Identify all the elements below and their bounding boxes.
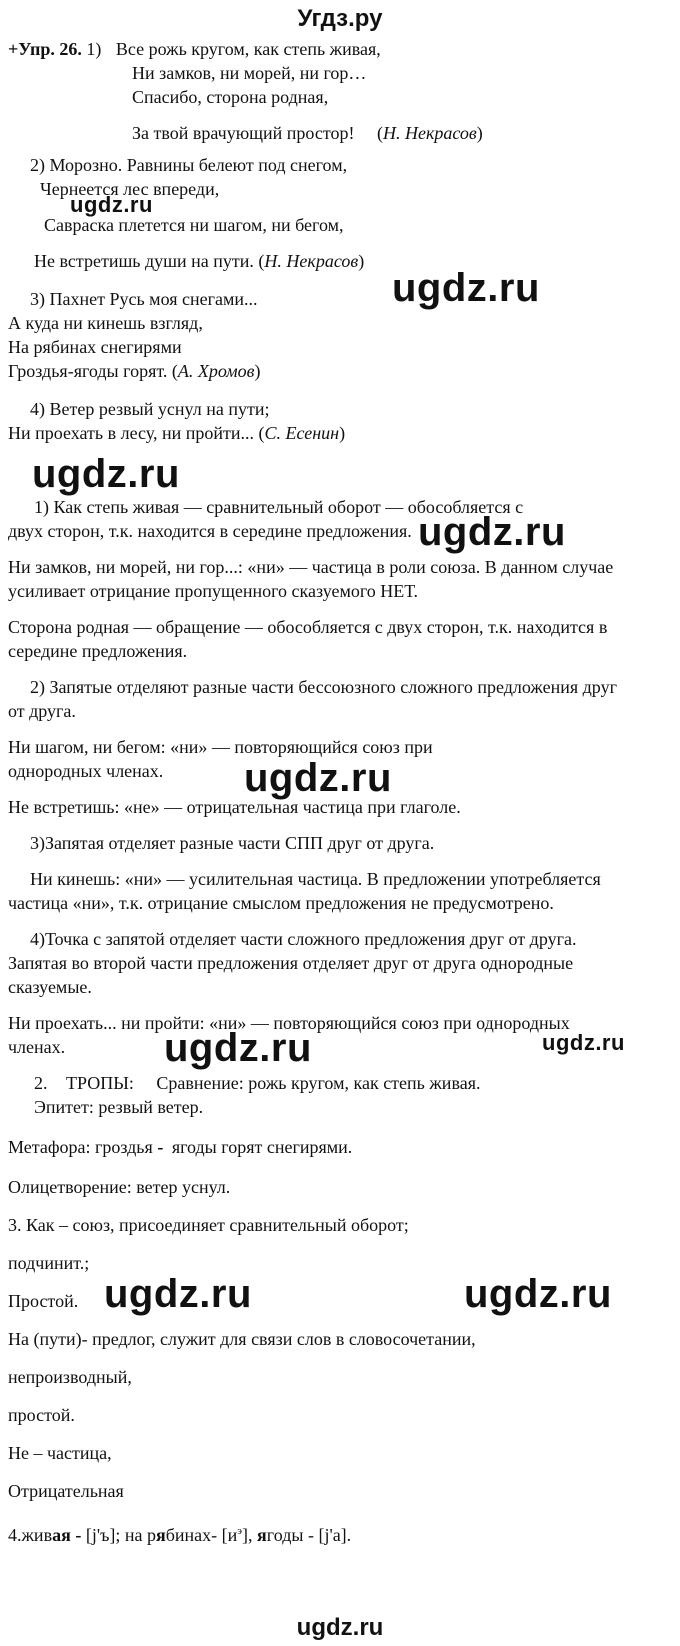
- phonetics-part: ],: [242, 1525, 258, 1545]
- analysis-line: усиливает отрицание пропущенного сказуемого НЕТ.: [8, 581, 418, 601]
- metaphor-part: ягоды горят снегирями.: [171, 1137, 353, 1157]
- site-footer: ugdz.ru: [296, 1614, 384, 1641]
- author-close: ): [339, 423, 346, 443]
- analysis-line: двух сторон, т.к. находится в середине предложения.: [8, 521, 412, 541]
- poem-author: А. Хромов: [177, 361, 255, 381]
- phonetics-part: [j'a].: [318, 1525, 352, 1545]
- trope-comparison: Сравнение: рожь кругом, как степь живая.: [156, 1073, 481, 1093]
- poem-line: Не встретишь души на пути.: [34, 251, 254, 271]
- poem-line: Ни замков, ни морей, ни гор…: [132, 63, 367, 83]
- analysis-line: Ни шагом, ни бегом: «ни» — повторяющийся союз при: [8, 737, 433, 757]
- author-open: (: [376, 123, 383, 143]
- poem-line-with-author: [8, 422, 345, 444]
- phonetics-part: [j'ъ]; на р: [85, 1525, 156, 1545]
- watermark: ugdz.ru: [32, 452, 180, 496]
- phonetics-part: бинах- [и: [165, 1525, 238, 1545]
- morph-line: непроизводный,: [8, 1367, 132, 1387]
- exercise-heading: [8, 38, 381, 60]
- poem-line: 4) Ветер резвый уснул на пути;: [30, 399, 270, 419]
- poem-line: Ни проехать в лесу, ни пройти...: [8, 423, 254, 443]
- analysis-line: середине предложения.: [8, 641, 188, 661]
- poem-author: С. Есенин: [264, 423, 340, 443]
- poem-line: Все рожь кругом, как степь живая,: [115, 39, 381, 59]
- watermark: ugdz.ru: [542, 1030, 625, 1055]
- poem-number: 1): [86, 39, 102, 59]
- poem-line: На рябинах снегирями: [8, 337, 182, 357]
- poem-line-with-author: [132, 122, 483, 144]
- phonetics-bold: -: [70, 1525, 86, 1545]
- author-close: ): [476, 123, 483, 143]
- poem-line: Гроздья-ягоды горят.: [8, 361, 168, 381]
- author-open: (: [258, 423, 265, 443]
- morph-line: На (пути)- предлог, служит для связи слов в словосочетании,: [8, 1329, 476, 1349]
- poem-line: За твой врачующий простор!: [132, 123, 355, 143]
- tropes-label: ТРОПЫ:: [66, 1073, 134, 1093]
- author-close: ): [358, 251, 365, 271]
- metaphor-dash: -: [157, 1137, 164, 1157]
- analysis-line: 4)Точка с запятой отделяет части сложного предложения друг от друга.: [30, 929, 577, 949]
- poem-line: 2) Морозно. Равнины белеют под снегом,: [30, 155, 348, 175]
- analysis-line: 1) Как степь живая — сравнительный оборот — обособляется с: [34, 497, 524, 517]
- analysis-line: Ни замков, ни морей, ни гор...: «ни» — частица в роли союза. В данном случае: [8, 557, 614, 577]
- phonetics-line: [8, 1520, 351, 1546]
- analysis-line: 3)Запятая отделяет разные части СПП друг от друга.: [30, 833, 435, 853]
- analysis-line: 2) Запятые отделяют разные части бессоюзного сложного предложения друг: [30, 677, 617, 697]
- analysis-line: Не встретишь: «не» — отрицательная частица при глаголе.: [8, 797, 461, 817]
- author-close: ): [254, 361, 261, 381]
- analysis-line: частица «ни», т.к. отрицание смыслом предложения не предусмотрено.: [8, 893, 554, 913]
- watermark: ugdz.ru: [392, 266, 540, 310]
- poem-line: Савраска плетется ни шагом, ни бегом,: [44, 215, 344, 235]
- analysis-line: Ни проехать... ни пройти: «ни» — повторяющийся союз при однородных: [8, 1013, 570, 1033]
- tropes-heading: [34, 1072, 480, 1094]
- watermark: ugdz.ru: [70, 192, 153, 217]
- poem-line: Чернеется лес впереди,: [40, 179, 220, 199]
- analysis-line: от друга.: [8, 701, 76, 721]
- trope-metaphor: [8, 1136, 352, 1158]
- phonetics-bold: ая: [52, 1525, 71, 1545]
- analysis-line: Ни кинешь: «ни» — усилительная частица. В предложении употребляется: [30, 869, 601, 889]
- analysis-line: однородных членах.: [8, 761, 164, 781]
- phonetics-part: 4.жив: [8, 1525, 53, 1545]
- analysis-line: сказуемые.: [8, 977, 92, 997]
- phonetics-bold: я: [156, 1525, 166, 1545]
- poem-author: Н. Некрасов: [382, 123, 477, 143]
- morph-line: простой.: [8, 1405, 75, 1425]
- morph-line: Не – частица,: [8, 1443, 112, 1463]
- watermark: ugdz.ru: [164, 1026, 312, 1070]
- poem-line: 3) Пахнет Русь моя снегами...: [30, 289, 258, 309]
- tropes-number: 2.: [34, 1073, 48, 1093]
- author-open: (: [258, 251, 265, 271]
- phonetics-bold: я: [257, 1525, 267, 1545]
- exercise-label: +Упр. 26.: [8, 39, 82, 59]
- poem-line-with-author: [8, 360, 260, 382]
- phonetics-sup: э: [237, 1525, 243, 1537]
- watermark: ugdz.ru: [418, 510, 566, 554]
- site-header: Угдз.ру: [297, 5, 383, 32]
- poem-line-with-author: [34, 250, 364, 272]
- poem-line: А куда ни кинешь взгляд,: [8, 313, 203, 333]
- trope-epithet: Эпитет: резвый ветер.: [34, 1097, 204, 1117]
- author-open: (: [171, 361, 178, 381]
- morph-line: подчинит.;: [8, 1253, 90, 1273]
- morph-line: Отрицательная: [8, 1481, 124, 1501]
- analysis-line: членах.: [8, 1037, 66, 1057]
- morph-line: Простой.: [8, 1291, 79, 1311]
- analysis-line: Сторона родная — обращение — обособляется с двух сторон, т.к. находится в: [8, 617, 608, 637]
- watermark: ugdz.ru: [244, 756, 392, 800]
- metaphor-part: Метафора: гроздья: [8, 1137, 153, 1157]
- trope-personification: Олицетворение: ветер уснул.: [8, 1177, 231, 1197]
- poem-author: Н. Некрасов: [264, 251, 359, 271]
- phonetics-part: годы -: [266, 1525, 319, 1545]
- watermark: ugdz.ru: [104, 1272, 252, 1316]
- watermark: ugdz.ru: [464, 1272, 612, 1316]
- morph-line: 3. Как – союз, присоединяет сравнительный оборот;: [8, 1215, 409, 1235]
- poem-line: Спасибо, сторона родная,: [132, 87, 329, 107]
- analysis-line: Запятая во второй части предложения отделяет друг от друга однородные: [8, 953, 574, 973]
